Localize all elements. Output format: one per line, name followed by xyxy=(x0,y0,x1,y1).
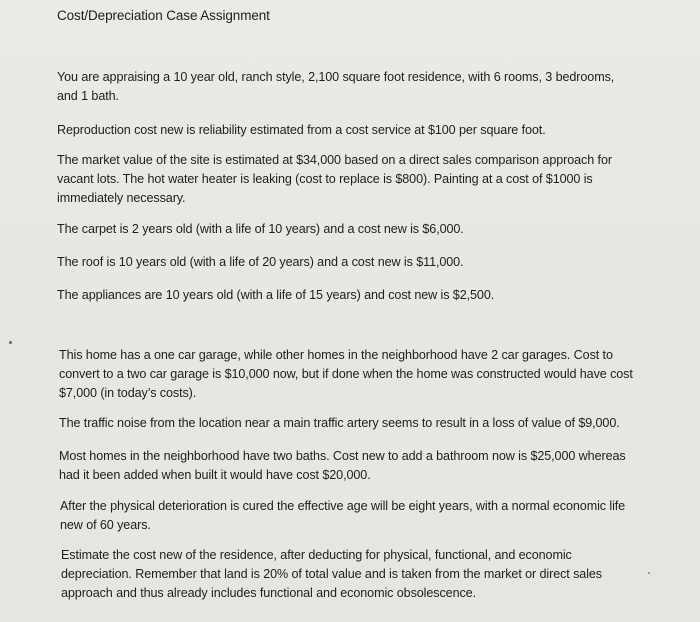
paragraph-effective-age xyxy=(60,497,625,535)
paragraph-line: immediately necessary. xyxy=(57,191,186,205)
paragraph-reproduction-cost xyxy=(57,121,546,140)
paragraph-line: You are appraising a 10 year old, ranch style, 2,100 square foot residence, with 6 rooms, 3 bedrooms, xyxy=(57,70,615,84)
paragraph-bathrooms xyxy=(59,447,626,485)
paragraph-line: The appliances are 10 years old (with a life of 15 years) and cost new is $2,500. xyxy=(57,288,495,302)
paragraph-line: new of 60 years. xyxy=(60,518,151,532)
paragraph-line: The market value of the site is estimated at $34,000 based on a direct sales comparison approach for xyxy=(57,153,612,167)
paragraph-line: Most homes in the neighborhood have two baths. Cost new to add a bathroom now is $25,000 whereas xyxy=(59,449,626,463)
paragraph-line: $7,000 (in today’s costs). xyxy=(59,386,197,400)
paragraph-line: vacant lots. The hot water heater is leaking (cost to replace is $800). Painting at a cost of $1000 is xyxy=(57,172,593,186)
paragraph-line: The traffic noise from the location near a main traffic artery seems to result in a loss of value of $9,000. xyxy=(59,416,620,430)
paragraph-line: After the physical deterioration is cured the effective age will be eight years, with a normal economic life xyxy=(60,499,626,513)
paragraph-site-value xyxy=(57,151,612,208)
paragraph-line: depreciation. Remember that land is 20% of total value and is taken from the market or direct sales xyxy=(61,567,603,581)
paragraph-line: convert to a two car garage is $10,000 now, but if done when the home was constructed would have cost xyxy=(59,367,633,381)
paragraph-line: and 1 bath. xyxy=(57,89,119,103)
paragraph-property-description xyxy=(57,68,614,106)
paragraph-line: The roof is 10 years old (with a life of 20 years) and a cost new is $11,000. xyxy=(57,255,464,269)
paragraph-garage xyxy=(59,346,633,403)
paragraph-line: The carpet is 2 years old (with a life of 10 years) and a cost new is $6,000. xyxy=(57,222,464,236)
paragraph-instructions xyxy=(61,546,602,603)
paragraph-carpet xyxy=(57,220,464,239)
paragraph-line: This home has a one car garage, while other homes in the neighborhood have 2 car garages. Cost to xyxy=(59,348,613,362)
paragraph-line: had it been added when built it would have cost $20,000. xyxy=(59,468,371,482)
stray-dot xyxy=(648,572,650,574)
stray-mark xyxy=(9,341,12,344)
paragraph-roof xyxy=(57,253,463,272)
paragraph-traffic-noise xyxy=(59,414,620,433)
paragraph-appliances xyxy=(57,286,494,305)
paragraph-line: Reproduction cost new is reliability estimated from a cost service at $100 per square foot. xyxy=(57,123,546,137)
paragraph-line: Estimate the cost new of the residence, after deducting for physical, functional, and economic xyxy=(61,548,572,562)
paragraph-line: approach and thus already includes functional and economic obsolescence. xyxy=(61,586,476,600)
document-title: Cost/Depreciation Case Assignment xyxy=(57,8,270,23)
